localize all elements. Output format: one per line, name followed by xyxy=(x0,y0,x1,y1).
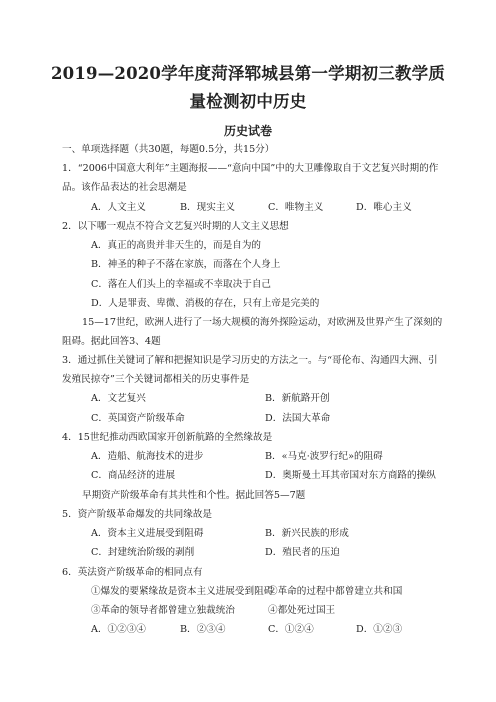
passage-1-line1: 15—17世纪，欧洲人进行了一场大规模的海外探险运动，对欧洲及世界产生了深刻的 xyxy=(82,317,443,328)
q3-option-c: C．英国资产阶级革命 xyxy=(91,413,185,424)
q1-option-b: B．现实主义 xyxy=(180,202,236,213)
q3-option-d: D．法国大革命 xyxy=(265,413,331,424)
page-title-line1: 2019—2020学年度菏泽郓城县第一学期初三教学质 xyxy=(50,64,446,83)
section-heading: 一、单项选择题（共30题，每题0.5分，共15分） xyxy=(62,144,275,155)
q5-option-a: A．资本主义进展受到阻碍 xyxy=(91,528,204,539)
q5-option-b: B．新兴民族的形成 xyxy=(265,528,349,539)
q1-option-d: D．唯心主义 xyxy=(356,202,412,213)
q1-option-c: C．唯物主义 xyxy=(268,202,324,213)
q6-option-c: C．①②④ xyxy=(268,624,314,635)
passage-1-line2: 阻碍。据此回答3、4题 xyxy=(62,336,161,347)
q2-option-a: A．真正的高贵并非天生的，而是自为的 xyxy=(91,240,262,251)
question-5-line1: 5．资产阶级革命爆发的共同缘故是 xyxy=(62,509,213,520)
q6-statement-2: ②革命的过程中都曾建立共和国 xyxy=(268,586,403,597)
q5-option-d: D．殖民者的压迫 xyxy=(265,547,340,558)
passage-2-line1: 早期资产阶级革命有其共性和个性。据此回答5—7题 xyxy=(82,490,306,501)
q2-option-c: C．落在人们头上的幸福或不幸取决于自己 xyxy=(91,279,272,290)
question-6-line1: 6．英法资产阶级革命的相同点有 xyxy=(62,567,203,578)
page-subtitle: 历史试卷 xyxy=(223,124,272,138)
q6-statement-1: ①爆发的要紧缘故是资本主义进展受到阻碍 xyxy=(91,586,274,597)
q4-option-b: B．«马克·波罗行纪»的阻碍 xyxy=(265,451,383,462)
q6-statement-3: ③革命的领导者都曾建立独裁统治 xyxy=(91,605,235,616)
q5-option-c: C．封建统治阶级的剥削 xyxy=(91,547,195,558)
question-1-line2: 品。该作品表达的社会思潮是 xyxy=(62,182,187,193)
question-3-line2: 发殖民掠夺”三个关键词都相关的历史事件是 xyxy=(62,374,250,385)
q1-option-a: A．人文主义 xyxy=(91,202,146,213)
q6-option-b: B．②③④ xyxy=(180,624,226,635)
q2-option-b: B．神圣的种子不落在家族，而落在个人身上 xyxy=(91,259,281,270)
question-1-line1: 1．“2006中国意大利年”主题海报——“意向中国”中的大卫雕像取自于文艺复兴时期的作 xyxy=(62,163,439,174)
q6-option-d: D．①②③ xyxy=(356,624,403,635)
q4-option-d: D．奥斯曼土耳其帝国对东方商路的操纵 xyxy=(265,470,436,481)
page-title-line2: 量检测初中历史 xyxy=(189,92,307,111)
q4-option-c: C．商品经济的进展 xyxy=(91,470,176,481)
q4-option-a: A．造船、航海技术的进步 xyxy=(91,451,204,462)
question-3-line1: 3．通过抓住关键词了解和把握知识是学习历史的方法之一。与“哥伦布、沟通四大洲、引 xyxy=(62,355,438,366)
question-2-line1: 2．以下哪一观点不符合文艺复兴时期的人文主义思想 xyxy=(62,221,289,232)
q6-statement-4: ④都处死过国王 xyxy=(268,605,336,616)
q3-option-a: A．文艺复兴 xyxy=(91,393,146,404)
q6-option-a: A．①②③④ xyxy=(91,624,146,635)
q3-option-b: B．新航路开创 xyxy=(265,393,330,404)
question-4-line1: 4．15世纪推动西欧国家开创新航路的全然缘故是 xyxy=(62,432,273,443)
q2-option-d: D．人是罪责、卑微、消极的存在，只有上帝是完美的 xyxy=(91,298,320,309)
